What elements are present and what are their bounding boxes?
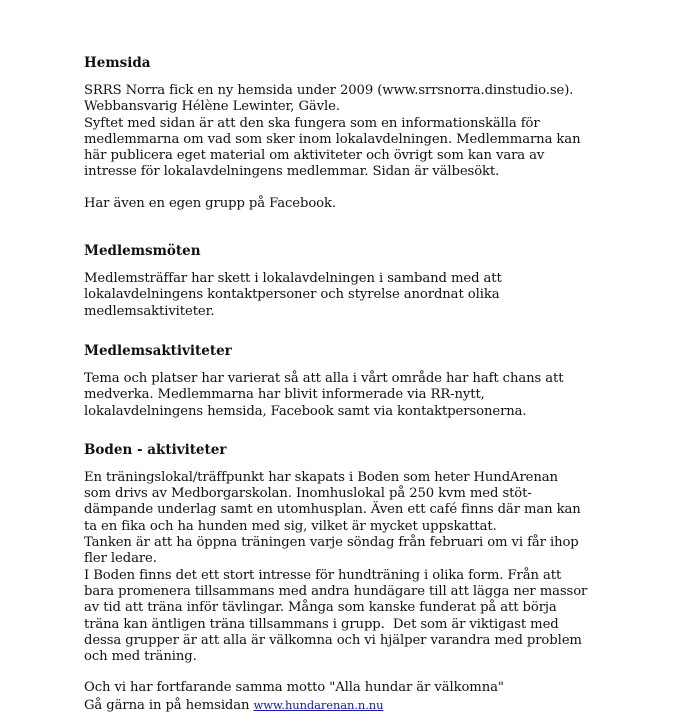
text-line: av tid att träna inför tävlingar. Många som kanske funderat på att börja <box>84 600 557 616</box>
text-line: ta en fika och ha hunden med sig, vilket är mycket uppskattat. <box>84 518 497 534</box>
paragraph <box>84 83 684 181</box>
closing-paragraph <box>84 680 684 714</box>
text-line: medlemsaktiviteter. <box>84 303 215 319</box>
paragraph <box>84 371 684 420</box>
paragraph <box>84 470 684 666</box>
text-line: Tema och platser har varierat så att alla i vårt område har haft chans att <box>84 370 564 386</box>
text-line: och med träning. <box>84 649 197 665</box>
section-boden-aktiviteter <box>84 442 684 714</box>
text-line: SRRS Norra fick en ny hemsida under 2009 (www.srrsnorra.dinstudio.se). <box>84 83 574 98</box>
section-medlemsmoten <box>84 243 684 320</box>
text-line: intresse för lokalavdelningens medlemmar. Sidan är välbesökt. <box>84 164 500 180</box>
text-line: träna kan äntligen träna tillsammans i grupp. Det som är viktigast med <box>84 616 559 632</box>
text-line: bara promenera tillsammans med andra hundägare till att lägga ner massor <box>84 583 588 599</box>
text-line: Har även en egen grupp på Facebook. <box>84 195 337 211</box>
paragraph <box>84 271 684 320</box>
text-line: lokalavdelningens hemsida, Facebook samt via kontaktpersonerna. <box>84 403 527 419</box>
text-line: Webbansvarig Hélène Lewinter, Gävle. <box>84 99 340 115</box>
visit-line <box>84 697 684 714</box>
text-line: fler ledare. <box>84 551 157 567</box>
motto-line: Och vi har fortfarande samma motto "Alla hundar är välkomna" <box>84 680 504 696</box>
section-heading: Medlemsmöten <box>84 243 201 260</box>
paragraph <box>84 196 684 212</box>
section-hemsida <box>84 55 684 212</box>
text-line: Medlemsträffar har skett i lokalavdelningen i samband med att <box>84 271 502 287</box>
text-line: Syftet med sidan är att den ska fungera som en informationskälla för <box>84 115 540 131</box>
text-line: I Boden finns det ett stort intresse för hundträning i olika form. Från att <box>84 567 562 583</box>
hundarenan-link[interactable]: www.hundarenan.n.nu <box>253 697 384 712</box>
section-medlemsaktiviteter <box>84 343 684 420</box>
visit-prefix: Gå gärna in på hemsidan <box>84 697 254 713</box>
section-heading: Boden - aktiviteter <box>84 441 227 458</box>
section-heading: Medlemsaktiviteter <box>84 342 232 359</box>
text-line: lokalavdelningens kontaktpersoner och styrelse anordnat olika <box>84 287 500 303</box>
text-line: som drivs av Medborgarskolan. Inomhuslokal på 250 kvm med stöt- <box>84 486 532 502</box>
text-line: här publicera eget material om aktiviteter och övrigt som kan vara av <box>84 148 545 164</box>
text-line: En träningslokal/träffpunkt har skapats i Boden som heter HundArenan <box>84 469 558 485</box>
text-line: medverka. Medlemmarna har blivit informerade via RR-nytt, <box>84 387 485 403</box>
section-heading: Hemsida <box>84 55 151 71</box>
text-line: Tanken är att ha öppna träningen varje söndag från februari om vi får ihop <box>84 535 579 551</box>
text-line: medlemmarna om vad som sker inom lokalavdelningen. Medlemmarna kan <box>84 131 581 147</box>
document-page <box>84 55 684 714</box>
text-line: dessa grupper är att alla är välkomna och vi hjälper varandra med problem <box>84 632 582 648</box>
text-line: dämpande underlag samt en utomhusplan. Även ett café finns där man kan <box>84 502 581 518</box>
